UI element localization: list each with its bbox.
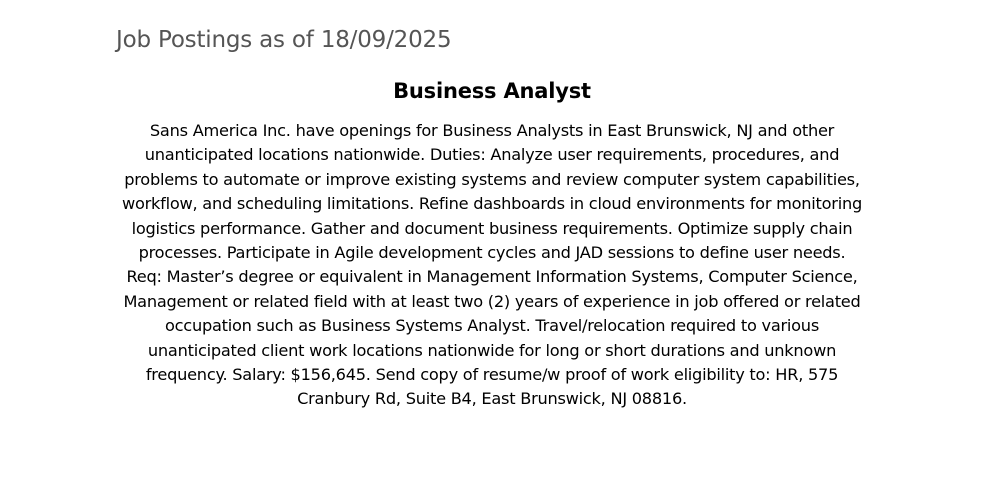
job-description: Sans America Inc. have openings for Business Analysts in East Brunswick, NJ and other unanticipated locations nationwide. Duties: Analyze user requirements, procedures, and problems to automate or improve existing systems and review computer system capabilities, workflow, and scheduling limitations. Refine dashboards in cloud environments for monitoring logistics performance. Gather and document business requirements. Optimize supply chain processes. Participate in Agile development cycles and JAD sessions to define user needs. Req: Master’s degree or equivalent in Management Information Systems, Computer Science, Management or related field with at least two (2) years of experience in job offered or related occupation such as Business Systems Analyst. Travel/relocation required to various unanticipated client work locations nationwide for long or short durations and unknown frequency. Salary: $156,645. Send copy of resume/w proof of work eligibility to: HR, 575 Cranbury Rd, Suite B4, East Brunswick, NJ 08816. bbox=[121, 121, 862, 409]
job-posting bbox=[120, 76, 864, 412]
job-title: Business Analyst bbox=[393, 79, 591, 103]
page-title: Job Postings as of 18/09/2025 bbox=[116, 27, 452, 53]
